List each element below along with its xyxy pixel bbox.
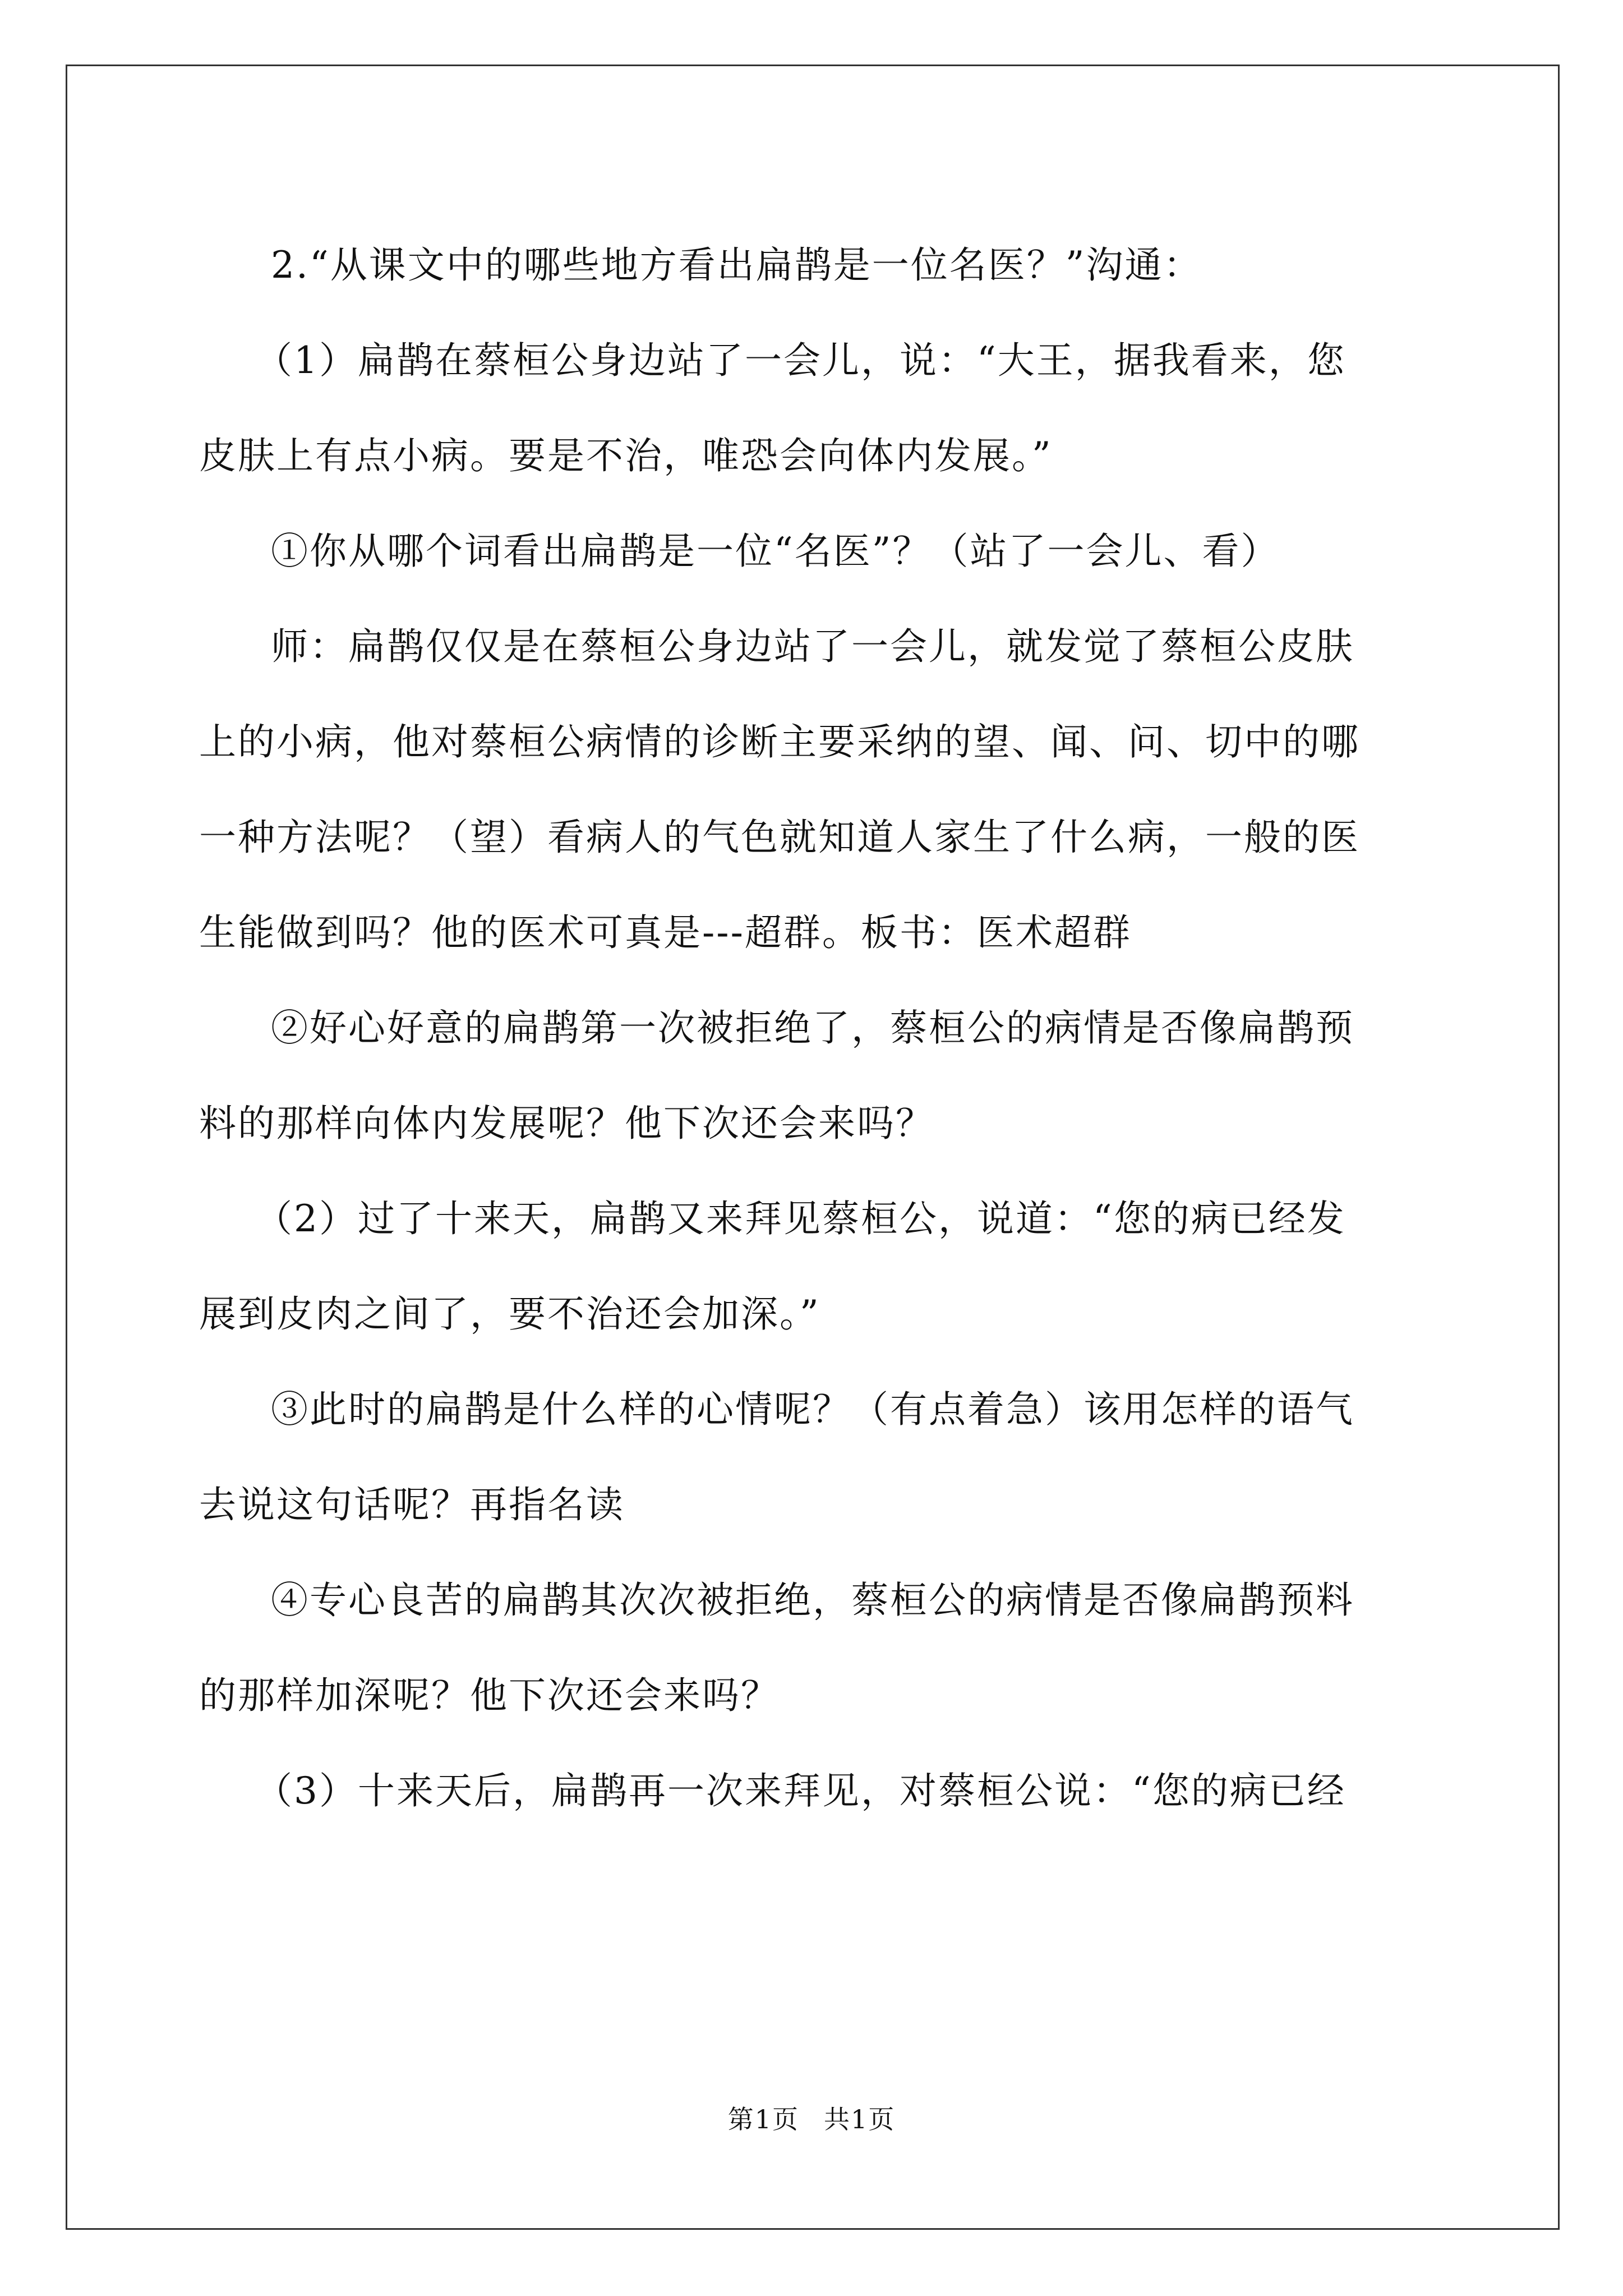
paragraph-line: 料的那样向体内发展呢？他下次还会来吗？ bbox=[199, 1102, 934, 1145]
paragraph-line: 一种方法呢？（望）看病人的气色就知道人家生了什么病，一般的医 bbox=[199, 816, 1360, 859]
page-footer bbox=[0, 2099, 1623, 2136]
page-total: 共1页 bbox=[824, 2104, 896, 2134]
paragraph-line: 去说这句话呢？再指名读 bbox=[199, 1483, 625, 1526]
page-number: 第1页 bbox=[727, 2104, 799, 2134]
paragraph-line: 生能做到吗？他的医术可真是---超群。板书：医术超群 bbox=[199, 911, 1132, 954]
paragraph-line: ④专心良苦的扁鹊其次次被拒绝，蔡桓公的病情是否像扁鹊预料 bbox=[271, 1579, 1354, 1622]
paragraph-line: ①你从哪个词看出扁鹊是一位“名医”？（站了一会儿、看） bbox=[271, 530, 1280, 573]
document-body bbox=[199, 218, 1433, 1839]
paragraph-line: 2.“从课文中的哪些地方看出扁鹊是一位名医？”沟通： bbox=[271, 243, 1202, 287]
paragraph-line: 的那样加深呢？他下次还会来吗？ bbox=[199, 1674, 780, 1717]
paragraph-line: 皮肤上有点小病。要是不治，唯恐会向体内发展。” bbox=[199, 434, 1053, 477]
paragraph-line: ③此时的扁鹊是什么样的心情呢？（有点着急）该用怎样的语气 bbox=[271, 1388, 1354, 1431]
paragraph-line: 师：扁鹊仅仅是在蔡桓公身边站了一会儿，就发觉了蔡桓公皮肤 bbox=[271, 625, 1354, 668]
paragraph-line: 展到皮肉之间了，要不治还会加深。” bbox=[199, 1292, 820, 1336]
paragraph-line: （1）扁鹊在蔡桓公身边站了一会儿，说：“大王，据我看来，您 bbox=[255, 339, 1346, 382]
paragraph-line: ②好心好意的扁鹊第一次被拒绝了，蔡桓公的病情是否像扁鹊预 bbox=[271, 1006, 1354, 1050]
paragraph-line: （3）十来天后，扁鹊再一次来拜见，对蔡桓公说：“您的病已经 bbox=[255, 1769, 1346, 1812]
paragraph-line: （2）过了十来天，扁鹊又来拜见蔡桓公，说道：“您的病已经发 bbox=[255, 1197, 1346, 1240]
paragraph-line: 上的小病，他对蔡桓公病情的诊断主要采纳的望、闻、问、切中的哪 bbox=[199, 720, 1360, 763]
